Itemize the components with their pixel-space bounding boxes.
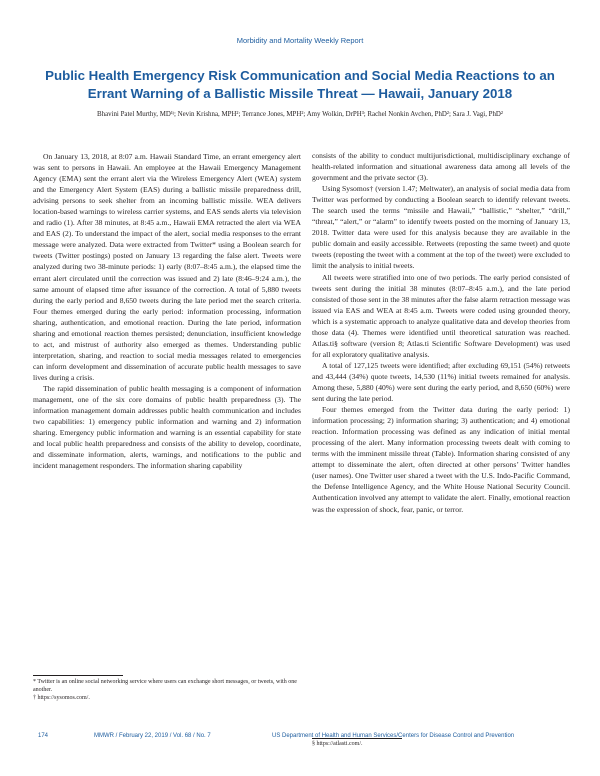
paragraph: Four themes emerged from the Twitter data during the early period: 1) information processing; 2) information sharing; 3) authentication; and 4) emotional reaction. Information processing was defined as any indication of initial mental processing of the alert. Many information processing tweets dealt with coming to terms with the imminent missile threat (Table). Information sharing consisted of any attempt to disseminate the alert, often directed at other persons’ Twitter handles (user names). One Twitter user shared a tweet with the U.S. Indo-Pacific Command, the Defense Intelligence Agency, and the White House National Security Council. Authentication involved any attempt to validate the alert. Finally, emotional reaction was the expression of shock, fear, panic, or terror. — [312, 405, 570, 514]
running-head: Morbidity and Mortality Weekly Report — [236, 36, 364, 45]
paragraph: The rapid dissemination of public health messaging is a component of information management, one of the six core domains of public health preparedness (3). The information management domain addresses public health communication and includes two capabilities: 1) emergency public information and warning and 2) information sharing. Emergency public information and warning is an essential capability for state and local public health preparedness and consists of the ability to develop, coordinate, and disseminate information, alerts, warnings, and notifications to the public and incident management responders. The information sharing capability — [33, 383, 301, 471]
paragraph: consists of the ability to conduct multijurisdictional, multidisciplinary exchange of health-related information and situational awareness data among all levels of the government and the private sector (3). — [312, 151, 570, 183]
right-column — [312, 150, 570, 776]
article-title: Public Health Emergency Risk Communication and Social Media Reactions to an Errant Warning of a Ballistic Missile Threat — Hawaii, January 2018 — [45, 68, 555, 101]
page-number: 174 — [38, 733, 49, 739]
footnote: * Twitter is an online social networking service where users can exchange short messages, or tweets, with one another. — [33, 679, 297, 693]
page-footer — [0, 733, 600, 745]
paragraph: Using Sysomos† (version 1.47; Meltwater), an analysis of social media data from Twitter was performed by conducting a Boolean search to identify relevant tweets. The search used the terms “missile and Hawaii,” “ballistic,” “shelter,” “drill,” “threat,” “alert,” or “alarm” to identify tweets posted on the morning of January 13, 2018. Twitter data were used for this analysis because they are available in the public domain and easily accessible. Retweets (reposting the same tweet) and quote tweets (reposting the tweet with a comment at the top of the tweet) were excluded to limit the analysis to initial tweets. — [312, 184, 570, 271]
footnote-divider — [33, 675, 123, 676]
journal-issue: MMWR / February 22, 2019 / Vol. 68 / No. 7 — [94, 733, 211, 739]
organization-name: US Department of Health and Human Services/Centers for Disease Control and Prevention — [272, 733, 515, 739]
paragraph: On January 13, 2018, at 8:07 a.m. Hawaii Standard Time, an errant emergency alert was sent to persons in Hawaii. An employee at the Hawaii Emergency Management Agency (EMA) sent the errant alert via the Wireless Emergency Alert (WEA) system and the Emergency Alert System (EAS) during a ballistic missile preparedness drill, advising persons to seek shelter from an incoming ballistic missile. WEA delivers location-based warnings to wireless carrier systems, and EAS sends alerts via television and radio (1). After 38 minutes, at 8:45 a.m., Hawaii EMA retracted the alert via WEA and EAS (2). To understand the impact of the alert, social media responses to the errant message were analyzed. Data were extracted from Twitter* using a Boolean search for tweets (Twitter postings) posted on January 13 regarding the false alert. Tweets were analyzed during two 38-minute periods: 1) early (8:07–8:45 a.m.), the elapsed time the errant alert circulated until the correction was issued and 2) late (8:46–9:24 a.m.), the same amount of elapsed time after issuance of the correction. A total of 5,880 tweets during the early period and 8,650 tweets during the late period met the search criteria. Four themes emerged during the early period: information processing, information sharing, authentication, and emotional reaction. During the late period, information sharing and emotional reaction themes persisted; denunciation, insufficient knowledge to act, and mistrust of authority also emerged as themes. Understanding public interpretation, sharing, and reaction to social media messages related to emergencies can inform development and dissemination of accurate public health messages to save lives during a crisis. — [33, 152, 301, 382]
paragraph: All tweets were stratified into one of two periods. The early period consisted of tweets sent during the initial 38 minutes (8:07–8:45 a.m.), and the late period consisted of those sent in the 38 minutes after the false alarm retraction message was issued via EAS and WEA at 8:45 a.m. Tweets were coded using grounded theory, which is a systematic approach to analyze qualitative data and develop theories from those data (4). Themes were identified until theoretical saturation was reached. Atlas.ti§ software (version 8; Atlas.ti Scientific Software Development) was used for all exploratory qualitative analysis. — [312, 272, 570, 359]
paragraph: A total of 127,125 tweets were identified; after excluding 69,151 (54%) retweets and 43,444 (34%) quote tweets, 14,530 (11%) initial tweets remained for analysis. Among these, 5,880 (40%) were sent during the early period, and 8,650 (60%) were sent during the late period. — [312, 360, 570, 404]
left-column — [33, 151, 301, 649]
footnotes-left — [33, 678, 301, 702]
footnote: § https://atlasti.com/. — [312, 741, 363, 747]
author-list: Bhavini Patel Murthy, MD¹ʲ; Nevin Krishna, MPH²; Terrance Jones, MPH²; Amy Wolkin, DrPH³; Rachel Nonkin Avchen, PhD²; Sara J. Vagi, PhD² — [97, 111, 503, 118]
footnote: † https://sysomos.com/. — [33, 695, 90, 701]
